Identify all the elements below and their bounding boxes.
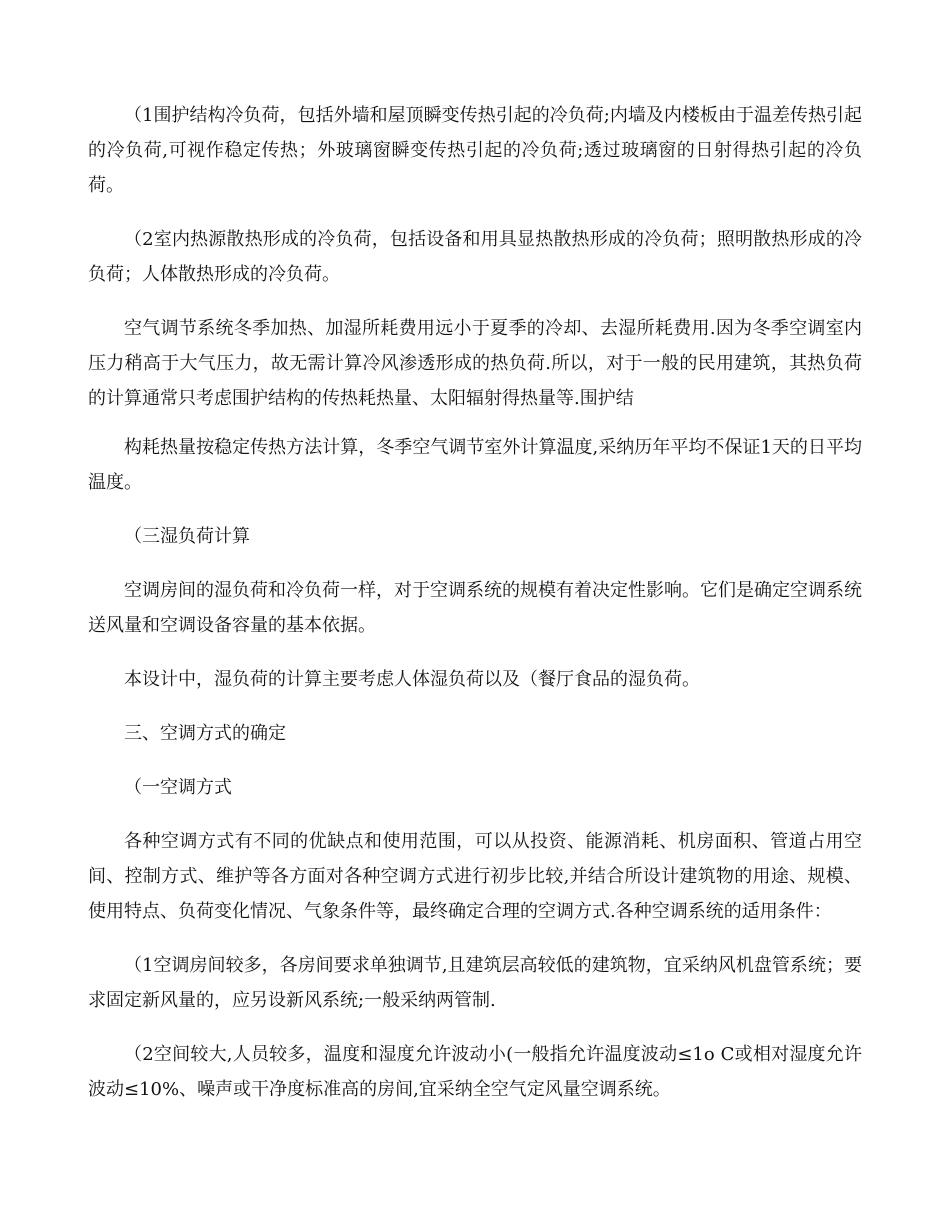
- paragraph-moisture-load-scope: 本设计中，湿负荷的计算主要考虑人体湿负荷以及（餐厅食品的湿负荷。: [124, 669, 700, 690]
- paragraph-moisture-load-importance: 空调房间的湿负荷和冷负荷一样，对于空调系统的规模有着决定性影响。它们是确定空调系统送风量和空调设备容量的基本依据。: [88, 580, 862, 636]
- paragraph-internal-heat-source-load: （2室内热源散热形成的冷负荷，包括设备和用具显热散热形成的冷负荷；照明散热形成的冷负荷；人体散热形成的冷负荷。: [88, 229, 862, 285]
- paragraph-envelope-heat-loss: 构耗热量按稳定传热方法计算，冬季空气调节室外计算温度,采纳历年平均不保证1天的日平均温度。: [88, 437, 862, 493]
- paragraph-fan-coil-condition: （1空调房间较多，各房间要求单独调节,且建筑层高较低的建筑物，宜采纳风机盘管系统；要求固定新风量的，应另设新风系统;一般采纳两管制.: [88, 955, 862, 1011]
- subsection-heading-ac-mode: （一空调方式: [124, 777, 232, 798]
- paragraph-ac-mode-comparison: 各种空调方式有不同的优缺点和使用范围，可以从投资、能源消耗、机房面积、管道占用空间、控制方式、维护等各方面对各种空调方式进行初步比较,并结合所设计建筑物的用途、规模、使用特点、负荷变化情况、气象条件等，最终确定合理的空调方式.各种空调系统的适用条件：: [88, 831, 862, 922]
- paragraph-envelope-cooling-load: （1围护结构冷负荷，包括外墙和屋顶瞬变传热引起的冷负荷;内墙及内楼板由于温差传热引起的冷负荷,可视作稳定传热；外玻璃窗瞬变传热引起的冷负荷;透过玻璃窗的日射得热引起的冷负荷。: [88, 105, 862, 196]
- section-heading-ac-mode-determination: 三、空调方式的确定: [124, 723, 286, 744]
- paragraph-all-air-condition: （2空间较大,人员较多，温度和湿度允许波动小(一般指允许温度波动≤1o C或相对湿度允许波动≤10%、噪声或干净度标准高的房间,宜采纳全空气定风量空调系统。: [88, 1044, 862, 1100]
- section-heading-moisture-load: （三湿负荷计算: [124, 526, 250, 547]
- paragraph-winter-heating-load: 空气调节系统冬季加热、加湿所耗费用远小于夏季的冷却、去湿所耗费用.因为冬季空调室内压力稍高于大气压力，故无需计算冷风渗透形成的热负荷.所以，对于一般的民用建筑，其热负荷的计算通常只考虑围护结构的传热耗热量、太阳辐射得热量等.围护结: [88, 318, 862, 409]
